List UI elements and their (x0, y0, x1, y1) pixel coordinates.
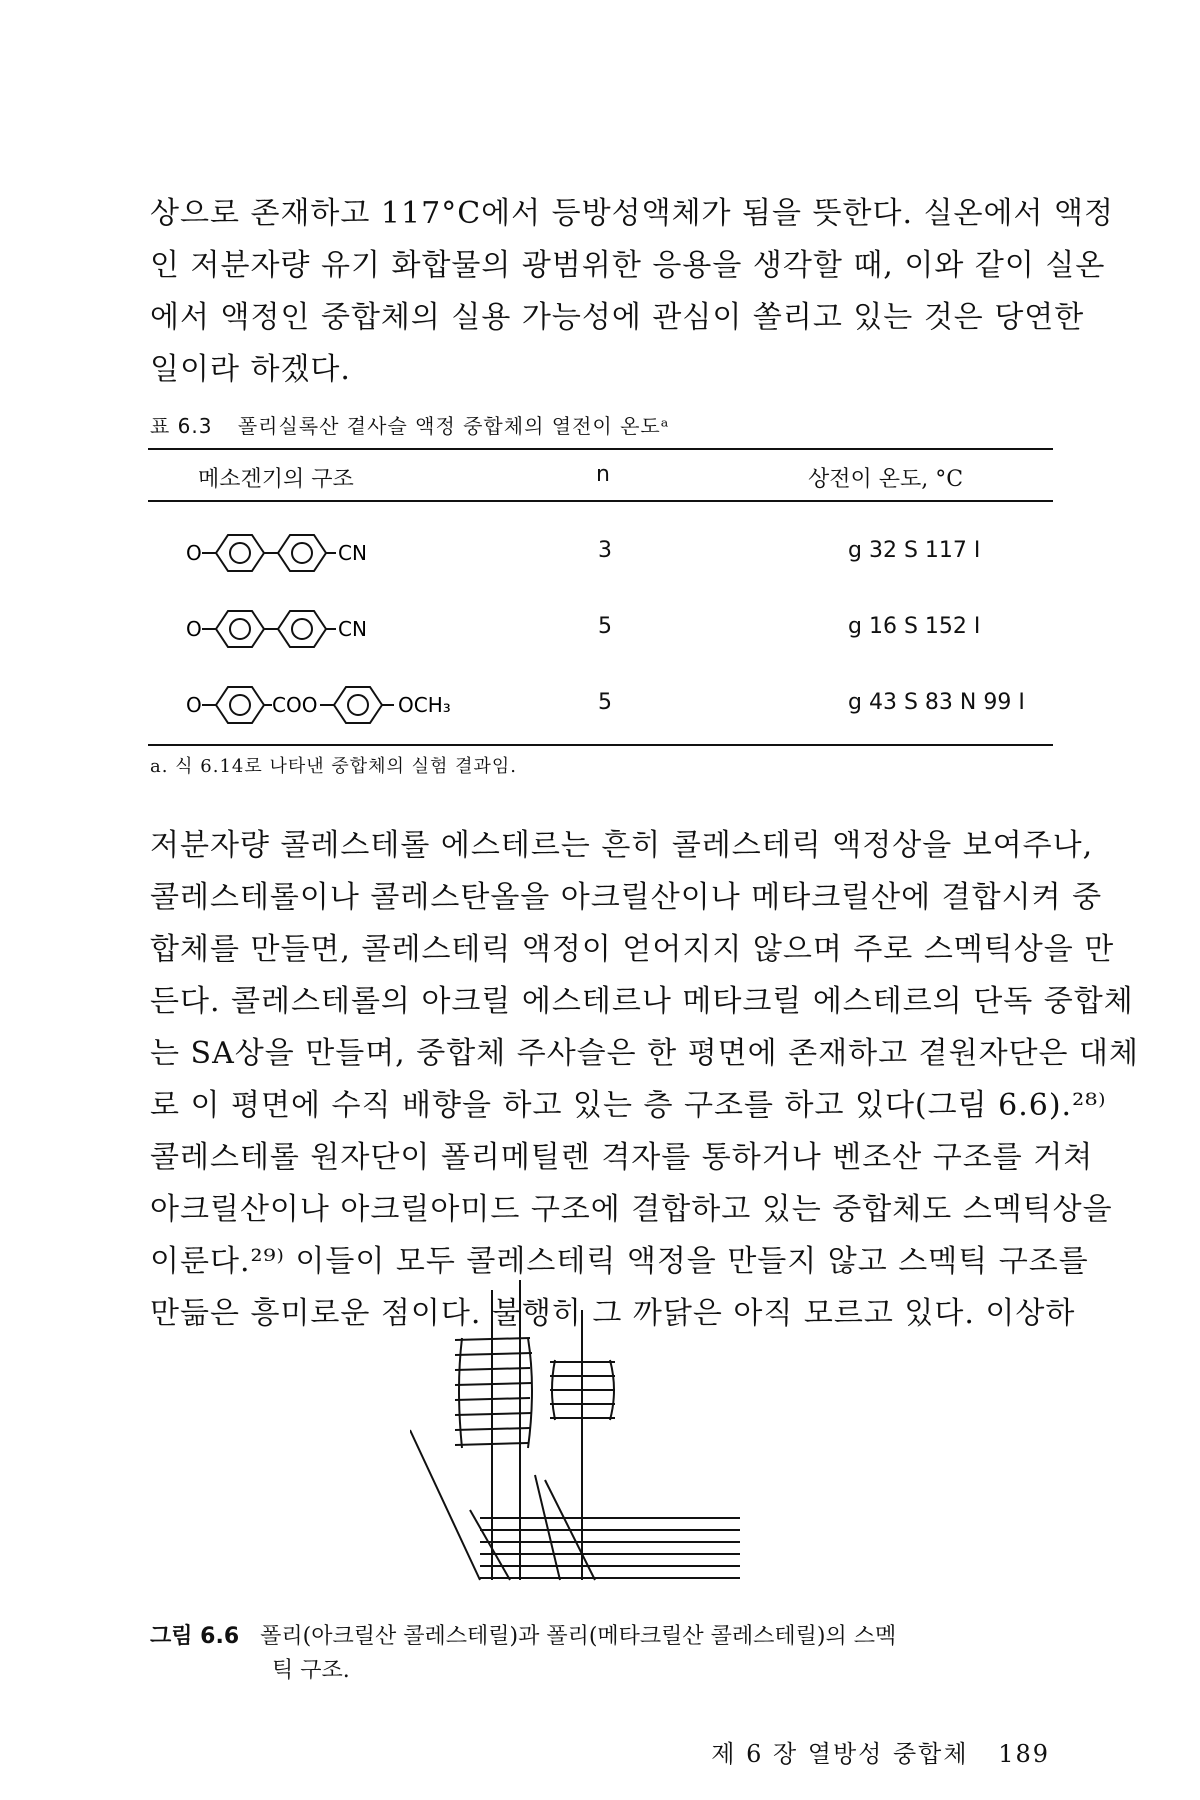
running-footer (711, 1734, 1050, 1769)
paragraph-1 (150, 188, 1114, 396)
cell-n: 5 (598, 614, 612, 639)
text-line: 일이라 하겠다. (150, 352, 351, 387)
paragraph-2 (150, 820, 1140, 1340)
cell-n: 3 (598, 538, 612, 563)
benzene-ring-icon (278, 535, 326, 571)
left-group: O (186, 541, 202, 565)
benzene-ring-icon (216, 611, 264, 647)
header-n: n (596, 462, 610, 487)
right-group: OCH₃ (398, 693, 451, 717)
benzene-ring-icon (278, 611, 326, 647)
header-structure: 메소겐기의 구조 (198, 467, 354, 492)
table-caption (150, 410, 669, 439)
table-header-rule (148, 500, 1053, 502)
table-row (148, 518, 1053, 588)
text-line: 만듦은 흥미로운 점이다. 불행히 그 까닭은 아직 모르고 있다. 이상하 (150, 1296, 1076, 1331)
table-row (148, 670, 1053, 740)
text-line: 상으로 존재하고 117°C에서 등방성액체가 됨을 뜻한다. 실온에서 액정 (150, 196, 1114, 231)
mesogen-structure (168, 518, 588, 588)
figure-label: 그림 6.6 (150, 1624, 240, 1649)
text-line: 저분자량 콜레스테롤 에스테르는 흔히 콜레스테릭 액정상을 보여주나, (150, 828, 1094, 863)
figure-caption-line1: 폴리(아크릴산 콜레스테릴)과 폴리(메타크릴산 콜레스테릴)의 스멕 (260, 1624, 897, 1649)
smectic-structure-figure (410, 1280, 750, 1590)
text-line: 아크릴산이나 아크릴아미드 구조에 결합하고 있는 중합체도 스멕틱상을 (150, 1192, 1113, 1227)
benzene-ring-icon (216, 535, 264, 571)
benzene-ring-icon (334, 687, 382, 723)
benzene-ring-icon (216, 687, 264, 723)
cell-transition: g 32 S 117 I (848, 538, 981, 563)
table-label: 표 6.3 (150, 414, 213, 438)
table-title: 폴리실록산 곁사슬 액정 중합체의 열전이 온도ᵃ (237, 414, 670, 438)
cell-transition: g 16 S 152 I (848, 614, 981, 639)
mesogen-structure (168, 594, 588, 664)
right-group: CN (338, 617, 367, 641)
table-bottom-rule (148, 744, 1053, 746)
text-line: 에서 액정인 중합체의 실용 가능성에 관심이 쏠리고 있는 것은 당연한 (150, 300, 1085, 335)
text-line: 는 SA상을 만들며, 중합체 주사슬은 한 평면에 존재하고 곁원자단은 대체 (150, 1036, 1140, 1071)
text-line: 인 저분자량 유기 화합물의 광범위한 응용을 생각할 때, 이와 같이 실온 (150, 248, 1106, 283)
linker-group: COO (272, 693, 318, 717)
left-group: O (186, 693, 202, 717)
table-footnote: a. 식 6.14로 나타낸 중합체의 실험 결과임. (150, 756, 518, 777)
table-row (148, 594, 1053, 664)
cell-transition: g 43 S 83 N 99 I (848, 690, 1025, 715)
text-line: 든다. 콜레스테롤의 아크릴 에스테르나 메타크릴 에스테르의 단독 중합체 (150, 984, 1134, 1019)
chapter-title: 제 6 장 열방성 중합체 (711, 1740, 969, 1768)
text-line: 콜레스테롤 원자단이 폴리메틸렌 격자를 통하거나 벤조산 구조를 거쳐 (150, 1140, 1094, 1175)
text-line: 합체를 만들면, 콜레스테릭 액정이 얻어지지 않으며 주로 스멕틱상을 만 (150, 932, 1115, 967)
figure-caption (150, 1620, 1055, 1688)
left-group: O (186, 617, 202, 641)
text-line: 이룬다.²⁹⁾ 이들이 모두 콜레스테릭 액정을 만들지 않고 스멕틱 구조를 (150, 1244, 1089, 1279)
figure-caption-line2: 틱 구조. (272, 1658, 350, 1683)
table-top-rule (148, 448, 1053, 450)
right-group: CN (338, 541, 367, 565)
mesogen-structure (168, 670, 588, 740)
text-line: 콜레스테롤이나 콜레스탄올을 아크릴산이나 메타크릴산에 결합시켜 중 (150, 880, 1103, 915)
cell-n: 5 (598, 690, 612, 715)
page-number: 189 (998, 1740, 1050, 1768)
text-line: 로 이 평면에 수직 배향을 하고 있는 층 구조를 하고 있다(그림 6.6).²⁸⁾ (150, 1088, 1107, 1123)
header-transition: 상전이 온도, °C (808, 467, 964, 492)
